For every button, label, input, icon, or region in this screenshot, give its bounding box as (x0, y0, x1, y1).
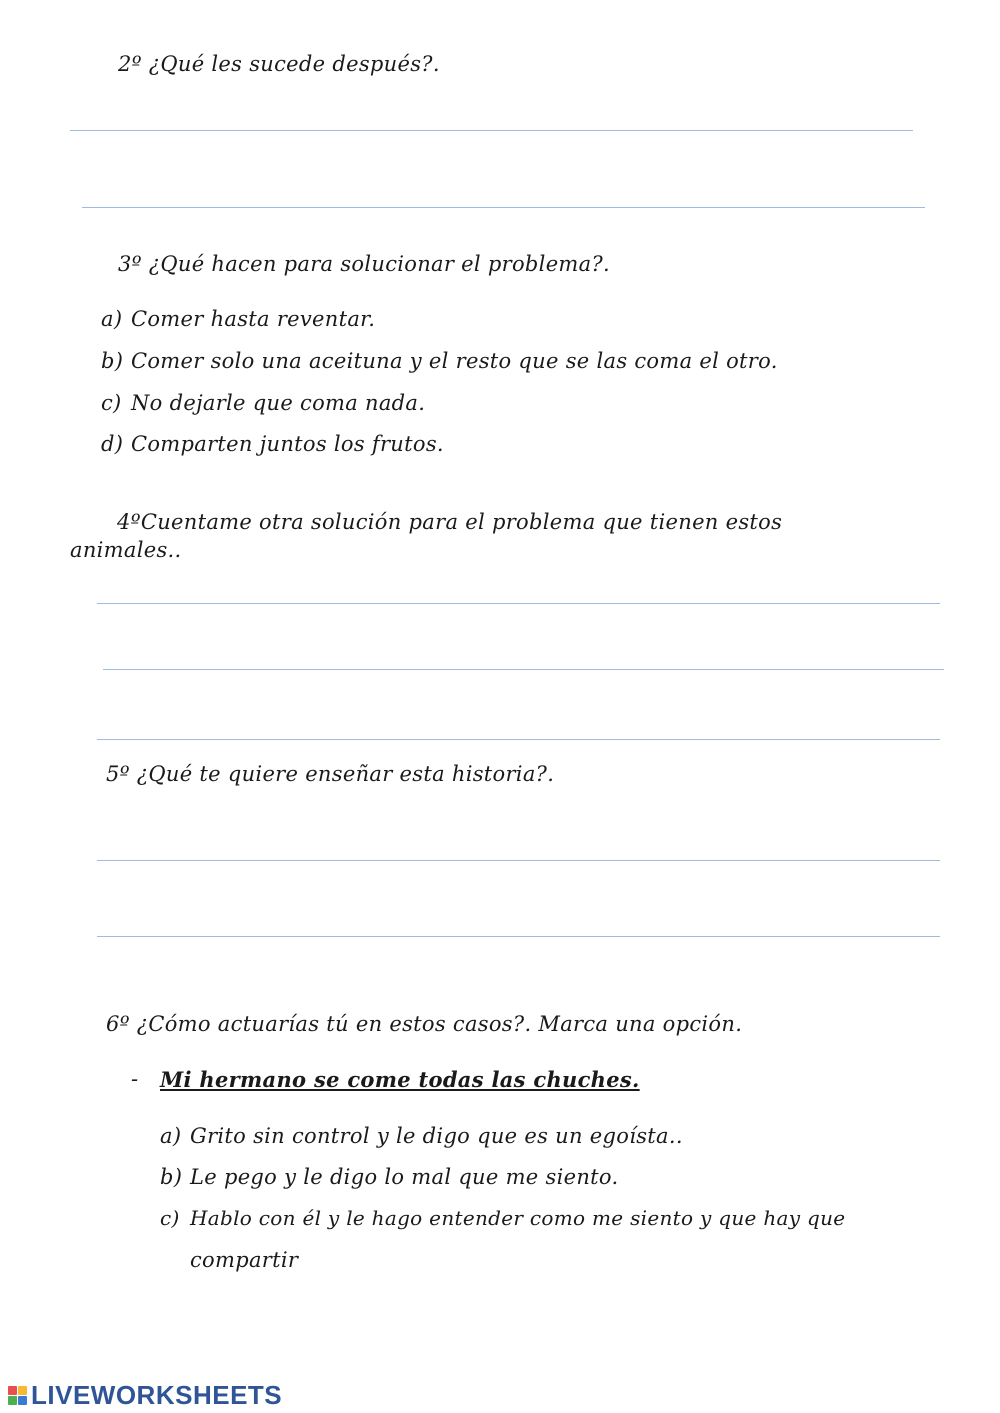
q3-option-c[interactable] (101, 391, 425, 415)
answer-line-q4-2[interactable] (103, 669, 944, 670)
question-2-text: 2º ¿Qué les sucede después?. (118, 52, 440, 76)
option-text: Comer solo una aceituna y el resto que se las coma el otro. (131, 349, 778, 373)
option-letter: a) (101, 307, 123, 331)
q3-option-a[interactable] (101, 307, 375, 331)
logo-squares-icon (8, 1386, 27, 1405)
liveworksheets-logo (8, 1378, 282, 1412)
option-text: Comer hasta reventar. (131, 307, 376, 331)
option-letter: d) (101, 432, 124, 456)
q3-option-d[interactable] (101, 432, 444, 456)
q3-option-b[interactable] (101, 349, 778, 373)
option-text: Le pego y le digo lo mal que me siento. (190, 1165, 619, 1189)
answer-line-q4-3[interactable] (97, 739, 940, 740)
option-letter: b) (160, 1165, 183, 1189)
option-letter: a) (160, 1124, 182, 1148)
question-4-text: 4ºCuentame otra solución para el problema que tienen estos (117, 510, 783, 534)
option-text: Grito sin control y le digo que es un egoísta.. (190, 1124, 683, 1148)
answer-line-q2-1[interactable] (70, 130, 913, 131)
option-letter: b) (101, 349, 124, 373)
logo-square (8, 1396, 17, 1405)
case-heading: Mi hermano se come todas las chuches. (160, 1067, 640, 1092)
logo-square (18, 1396, 27, 1405)
q6-option-b[interactable] (160, 1165, 618, 1189)
question-4-text-cont: animales.. (70, 538, 182, 562)
question-5-text: 5º ¿Qué te quiere enseñar esta historia?. (106, 762, 555, 786)
logo-square (18, 1386, 27, 1395)
option-letter: c) (101, 391, 122, 415)
logo-square (8, 1386, 17, 1395)
q6-option-c[interactable] (160, 1206, 845, 1230)
question-6-text: 6º ¿Cómo actuarías tú en estos casos?. Marca una opción. (106, 1012, 743, 1036)
bullet-dash: - (131, 1067, 139, 1091)
brand-name: LIVEWORKSHEETS (31, 1379, 283, 1410)
answer-line-q5-2[interactable] (97, 936, 940, 937)
option-letter: c) (160, 1206, 180, 1230)
answer-line-q2-2[interactable] (82, 207, 925, 208)
q6-option-a[interactable] (160, 1124, 683, 1148)
question-3-text: 3º ¿Qué hacen para solucionar el problema?. (118, 252, 610, 276)
q6-option-c-cont: compartir (190, 1248, 299, 1272)
option-text: Comparten juntos los frutos. (131, 432, 444, 456)
option-text: No dejarle que coma nada. (131, 391, 426, 415)
answer-line-q5-1[interactable] (97, 860, 940, 861)
answer-line-q4-1[interactable] (97, 603, 940, 604)
option-text: Hablo con él y le hago entender como me siento y que hay que (190, 1206, 846, 1230)
